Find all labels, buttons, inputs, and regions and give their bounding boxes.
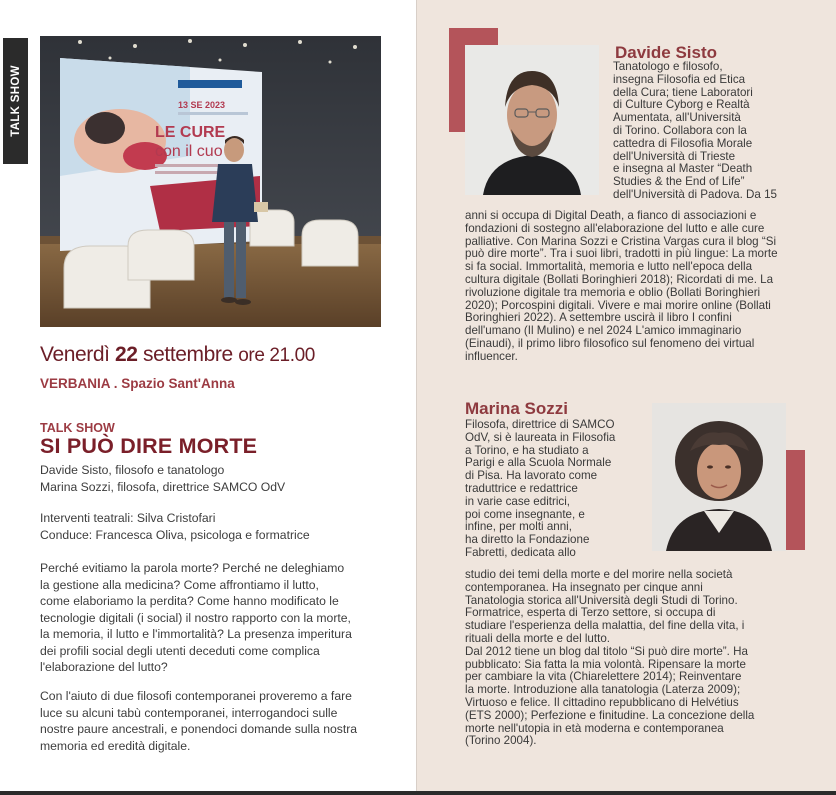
sisto-name: Davide Sisto — [615, 43, 718, 62]
event-time: ore 21.00 — [238, 345, 315, 366]
credit-line: Conduce: Francesca Oliva, psicologa e formatrice — [40, 527, 310, 542]
credit-line: Interventi teatrali: Silva Cristofari — [40, 511, 216, 525]
event-venue: VERBANIA . Spazio Sant'Anna — [40, 376, 235, 391]
credits-list — [40, 510, 400, 543]
event-title: SI PUÒ DIRE MORTE — [40, 434, 258, 458]
sisto-portrait-illustration — [465, 45, 599, 195]
sozzi-name: Marina Sozzi — [465, 399, 568, 418]
closing-paragraph: Con l'aiuto di due filosofi contemporanei proveremo a fare luce su alcuni tabù contemporanei, interrogandoci sulle nostre paure ancestrali, e ponendoci domande sulla nostra memoria ed eredità digitale. — [40, 689, 358, 753]
sisto-bio-narrow: Tanatologo e filosofo, insegna Filosofia ed Etica della Cura; tiene Laboratori di Culture Cyborg e Realtà Aumentata, all'Università di Torino. Collabora con la cattedra di Filosofia Morale dell'Università di Trieste e insegna al Master “Death Studies & the End of Life” dell'Università di Padova. Da 15 — [613, 60, 777, 201]
speakers-list — [40, 462, 400, 495]
event-photo — [40, 36, 381, 327]
banner-date: 13 SE 2023 — [178, 100, 226, 110]
intro-paragraph: Perché evitiamo la parola morte? Perché ne deleghiamo la gestione alla medicina? Come affrontiamo il lutto, come elaboriamo la perdita? Come hanno modificato le tecnologie digitali (i social) il nostro rapporto con la morte, la memoria, il lutto e l'immortalità? La presenza imperitura dei profili social degli utenti deceduti come complica l'elaborazione del lutto? — [40, 561, 352, 674]
speaker-line: Marina Sozzi, filosofa, direttrice SAMCO OdV — [40, 479, 286, 494]
banner-title-line2: con il cuo — [155, 143, 223, 160]
event-category: TALK SHOW — [40, 421, 115, 435]
event-month: settembre — [143, 343, 233, 366]
banner-title-line1: LE CURE — [155, 124, 226, 141]
sisto-bio-wide: anni si occupa di Digital Death, a fianco di associazioni e fondazioni di sostegno all'elaborazione del lutto e alle cure palliative. Con Marina Sozzi e Cristina Vargas cura il blog “Si può dire morte”. Tra i suoi libri, tradotti in più lingue: La morte si fa social. Immortalità, memoria e lutto nell'epoca della cultura digitale (Bollati Boringhieri 2018); Ricordati di me. La rivoluzione digitale tra memoria e oblio (Bollati Boringhieri 2020); Porcospini digitali. Vivere e mai morire online (Bollati Boringhieri 2022). A settembre uscirà il libro I confini dell'umano (Il Mulino) e nel 2024 L'amico immaginario (Einaudi), il primo libro filosofico sul fenomeno dei virtual influencer. — [465, 209, 778, 363]
sisto-portrait — [465, 45, 599, 195]
sozzi-portrait-illustration — [652, 403, 786, 551]
speaker-line: Davide Sisto, filosofo e tanatologo — [40, 463, 225, 477]
event-weekday: Venerdì — [40, 343, 110, 366]
event-photo-illustration — [40, 36, 381, 327]
section-tab-label: TALK SHOW — [9, 65, 22, 137]
event-day: 22 — [115, 343, 138, 366]
event-date — [40, 343, 400, 367]
column-divider — [416, 0, 417, 795]
section-tab — [3, 38, 28, 164]
sozzi-bio-wide: studio dei temi della morte e del morire nella società contemporanea. Ha insegnato per cinque anni Tanatologia storica all'Università degli Studi di Torino. Formatrice, esperta di Terzo settore, si occupa di studiare l'esperienza della malattia, del fine della vita, i rituali della morte e del lutto. Dal 2012 tiene un blog dal titolo “Si può dire morte”. Ha pubblicato: Sia fatta la mia volontà. Ripensare la morte per cambiare la vita (Chiarelettere 2014); Reinventare la morte. Introduzione alla tanatologia (Laterza 2009); Virtuoso e felice. Il cittadino repubblicano di Helvétius (ETS 2000); Perfezione e finitudine. La concezione della morte nell'utopia in età moderna e contemporanea (Torino 2004). — [465, 568, 755, 748]
bottom-border — [0, 791, 836, 795]
sozzi-bio-narrow: Filosofa, direttrice di SAMCO OdV, si è laureata in Filosofia a Torino, e ha studiato a Parigi e alla Scuola Normale di Pisa. Ha lavorato come traduttrice e redattrice in varie case editrici, poi come insegnante, e infine, per molti anni, ha diretto la Fondazione Fabretti, dedicata allo — [465, 418, 616, 559]
sozzi-portrait — [652, 403, 786, 551]
